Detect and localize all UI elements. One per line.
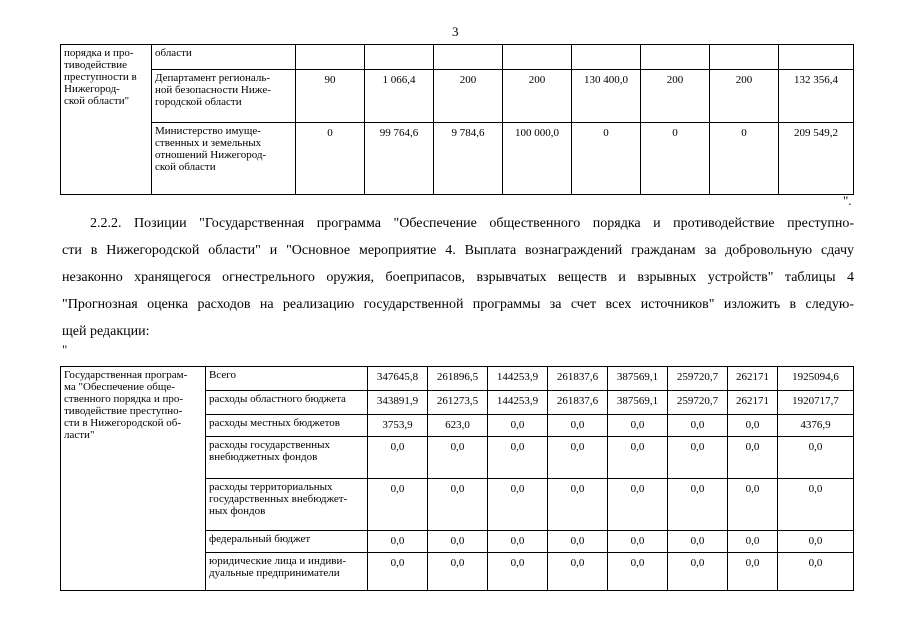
text-line: ской области [155, 161, 216, 173]
text-line: расходы территориальных [209, 481, 333, 493]
closing-quote: ". [843, 193, 852, 208]
value-cell: 200 [641, 70, 710, 123]
value-cell: 0,0 [608, 479, 668, 531]
page-number: 3 [452, 24, 459, 39]
row-label [206, 553, 368, 591]
text-line: области [155, 47, 192, 59]
text-line: Государственная програм- [64, 369, 188, 381]
text-line: ственного порядка и про- [64, 393, 184, 405]
text-line: расходы областного бюджета [209, 393, 346, 405]
value-cell: 209 549,2 [779, 123, 854, 195]
text-line: внебюджетных фондов [209, 451, 318, 463]
value-cell: 200 [710, 70, 779, 123]
value-cell: 262171 [728, 391, 778, 415]
text-line: ных фондов [209, 505, 266, 517]
value-cell: 0,0 [728, 531, 778, 553]
value-cell: 0,0 [488, 437, 548, 479]
text-line: государственных внебюджет- [209, 493, 348, 505]
value-cell: 0,0 [608, 415, 668, 437]
value-cell: 0,0 [728, 437, 778, 479]
value-cell: 3753,9 [368, 415, 428, 437]
value-cell: 347645,8 [368, 367, 428, 391]
value-cell: 0,0 [778, 531, 854, 553]
text-line: Министерство имуще- [155, 125, 261, 137]
value-cell: 1 066,4 [365, 70, 434, 123]
text-line: Нижегород- [64, 83, 120, 95]
value-cell: 261273,5 [428, 391, 488, 415]
row-label [206, 367, 368, 391]
table-row [61, 45, 854, 70]
row-label [206, 391, 368, 415]
value-cell: 262171 [728, 367, 778, 391]
text-line: федеральный бюджет [209, 533, 311, 545]
value-cell: 0,0 [368, 479, 428, 531]
value-cell: 387569,1 [608, 391, 668, 415]
value-cell: 259720,7 [668, 367, 728, 391]
paragraph-line: щей редакции: [62, 324, 150, 339]
value-cell: 0,0 [668, 415, 728, 437]
value-cell: 144253,9 [488, 391, 548, 415]
value-cell: 0 [572, 123, 641, 195]
value-cell: 0,0 [608, 531, 668, 553]
text-line: преступности в [64, 71, 137, 83]
value-cell: 0,0 [428, 437, 488, 479]
text-line: расходы местных бюджетов [209, 417, 341, 429]
value-cell: 387569,1 [608, 367, 668, 391]
value-cell: 0,0 [548, 531, 608, 553]
value-cell: 0 [296, 123, 365, 195]
program-name-cell [61, 45, 152, 195]
value-cell: 0,0 [548, 479, 608, 531]
value-cell: 0,0 [778, 479, 854, 531]
value-cell: 0,0 [608, 553, 668, 591]
value-cell: 0,0 [428, 479, 488, 531]
text-line: Департамент региональ- [155, 72, 271, 84]
value-cell: 0,0 [488, 415, 548, 437]
row-label [206, 479, 368, 531]
value-cell: 0 [710, 123, 779, 195]
value-cell: 0,0 [668, 531, 728, 553]
value-cell: 0 [641, 123, 710, 195]
text-line: отношений Нижегород- [155, 149, 267, 161]
program-name-cell [61, 367, 206, 591]
text-line: тиводействие преступно- [64, 405, 183, 417]
text-line: юридические лица и индиви- [209, 555, 347, 567]
value-cell: 0,0 [728, 553, 778, 591]
value-cell: 144253,9 [488, 367, 548, 391]
value-cell: 261837,6 [548, 391, 608, 415]
value-cell: 200 [503, 70, 572, 123]
value-cell: 200 [434, 70, 503, 123]
row-label [152, 45, 296, 70]
value-cell: 343891,9 [368, 391, 428, 415]
text-line: тиводействие [64, 59, 128, 71]
row-label [206, 415, 368, 437]
row-label [206, 437, 368, 479]
value-cell: 90 [296, 70, 365, 123]
table-forecast [60, 366, 854, 591]
value-cell: 0,0 [368, 553, 428, 591]
value-cell: 0,0 [488, 479, 548, 531]
paragraph-line: сти в Нижегородской области" и "Основное мероприятие 4. Выплата вознаграждений гражданам за добровольную сдачу [62, 243, 854, 258]
text-line: Всего [209, 369, 236, 381]
value-cell: 0,0 [728, 479, 778, 531]
value-cell: 0,0 [668, 553, 728, 591]
value-cell: 0,0 [368, 531, 428, 553]
text-line: ской области" [64, 95, 130, 107]
value-cell: 0,0 [778, 553, 854, 591]
value-cell: 0,0 [488, 531, 548, 553]
value-cell: 0,0 [548, 437, 608, 479]
row-label [152, 123, 296, 195]
value-cell: 1920717,7 [778, 391, 854, 415]
text-line: городской области [155, 96, 242, 108]
value-cell: 132 356,4 [779, 70, 854, 123]
value-cell: 0,0 [488, 553, 548, 591]
value-cell: 99 764,6 [365, 123, 434, 195]
text-line: сти в Нижегородской об- [64, 417, 182, 429]
paragraph-line: незаконно хранящегося огнестрельного оружия, боеприпасов, взрывчатых веществ и взрывных устройств" таблицы 4 [62, 270, 854, 285]
value-cell: 0,0 [608, 437, 668, 479]
text-line: ма "Обеспечение обще- [64, 381, 175, 393]
value-cell: 1925094,6 [778, 367, 854, 391]
table-row [61, 70, 854, 123]
value-cell: 261837,6 [548, 367, 608, 391]
value-cell: 623,0 [428, 415, 488, 437]
text-line: расходы государственных [209, 439, 331, 451]
value-cell: 0,0 [728, 415, 778, 437]
value-cell: 259720,7 [668, 391, 728, 415]
paragraph-line: "Прогнозная оценка расходов на реализацию государственной программы за счет всех источников" изложить в следую- [62, 297, 854, 312]
value-cell: 0,0 [778, 437, 854, 479]
table-continued [60, 44, 854, 195]
row-label [152, 70, 296, 123]
opening-quote: " [62, 342, 68, 357]
text-line: дуальные предприниматели [209, 567, 340, 579]
text-line: ласти" [64, 429, 95, 441]
amendment-paragraph [62, 210, 854, 345]
value-cell: 9 784,6 [434, 123, 503, 195]
value-cell: 4376,9 [778, 415, 854, 437]
table-row [61, 123, 854, 195]
row-label [206, 531, 368, 553]
value-cell: 0,0 [668, 437, 728, 479]
text-line: ственных и земельных [155, 137, 262, 149]
value-cell: 0,0 [548, 415, 608, 437]
value-cell: 0,0 [548, 553, 608, 591]
value-cell: 0,0 [428, 531, 488, 553]
paragraph-line: 2.2.2. Позиции "Государственная программа "Обеспечение общественного порядка и противодействие преступно- [90, 216, 854, 231]
value-cell: 0,0 [668, 479, 728, 531]
text-line: порядка и про- [64, 47, 134, 59]
value-cell: 130 400,0 [572, 70, 641, 123]
text-line: ной безопасности Нижe- [155, 84, 271, 96]
value-cell: 261896,5 [428, 367, 488, 391]
value-cell: 0,0 [428, 553, 488, 591]
value-cell: 100 000,0 [503, 123, 572, 195]
table-row [61, 367, 854, 391]
value-cell: 0,0 [368, 437, 428, 479]
